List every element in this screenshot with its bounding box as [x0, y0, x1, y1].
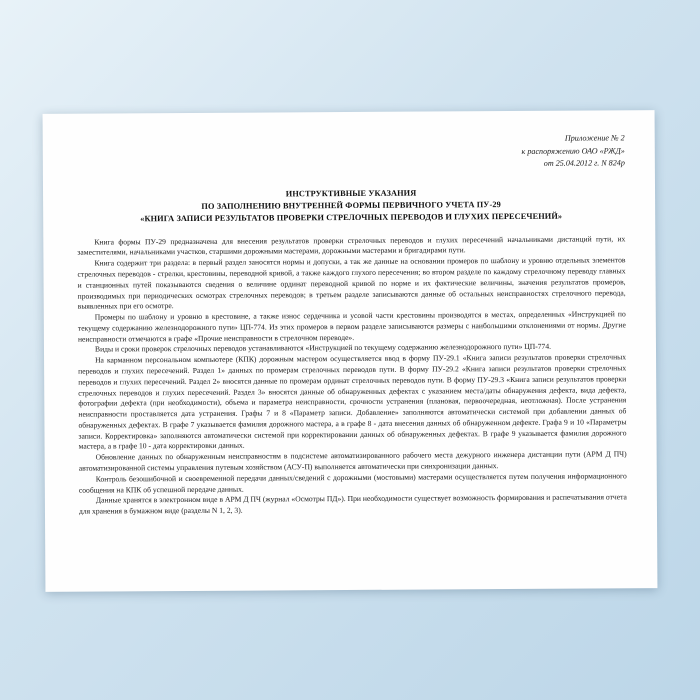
- paragraph-2: Книга содержит три раздела: в первый раздел заносятся нормы и допуски, а так же данные на основании промеров по шаблону и уровню отдельных элементов стрелочных переводов - стрелки, крестовины, переводной кривой, а также каждого глухого пересечения; во втором разделе по каждому стрелочному переводу главных и станционных путей показываются сведения о величине ординат переводной кривой по норме и их фактические величины, значения результатов промеров, производимых при периодических осмотрах стрелочных переводов; в третьем разделе записываются данные об остальных неисправностях стрелочного перевода, выявленных при его осмотре.: [77, 255, 626, 311]
- page-content: [77, 132, 628, 581]
- appendix-line-3: от 25.04.2012 г. N 824р: [543, 158, 625, 168]
- appendix-block: [77, 132, 625, 173]
- paragraph-3: Промеры по шаблону и уровню в крестовине, а также износ сердечника и усовой части крестовины производятся в местах, определенных «Инструкцией по текущему содержанию железнодорожного пути» ЦП-774. Из этих промеров в первом разделе записываются размеры с наибольшими отклонениями от нормы. Другие неисправности отмечаются в графе «Прочие неисправности в стрелочном переводе».: [77, 309, 626, 344]
- appendix-line-1: Приложение № 2: [564, 133, 625, 143]
- page-title: [77, 186, 625, 225]
- paragraph-5: На карманном персональном компьютере (КПК) дорожным мастером осуществляется ввод в форму ПУ-29.1 «Книга записи результатов проверки стрелочных переводов и глухих пересечений. Раздел 1» данных по промерам стрелочных переводов пути. В форму ПУ-29.2 «Книга записи результатов проверки стрелочных переводов и глухих пересечений. Раздел 2» вносятся данные по промерам ординат стрелочных переводов пути. В форму ПУ-29.3 «Книга записи результатов проверки стрелочных переводов и глухих пересечений. Раздел 3» вносятся данные об обнаруженных дефектах с указанием места/даты обнаружения дефекта, вида дефекта, фотографии дефекта (при необходимости), объема и параметра неисправности, срочности устранения (плановая, первоочередная, неотложная). После устранения неисправности проставляется дата устранения. Графы 7 и 8 «Параметр записи. Добавление» заполняются автоматически системой при добавлении данных об обнаруженных дефектах. В графе 7 указывается фамилия дорожного мастера, а в графе 8 - дата внесения данных об обнаруженном дефекте. Графа 9 и 10 «Параметры записи. Корректировка» заполняются автоматически системой при корректировании данных об обнаруженных дефектах. В графе 9 указывается фамилия дорожного мастера, а в графе 10 - дата корректировки данных.: [78, 352, 627, 452]
- paragraph-6: Обновление данных по обнаруженным неисправностям в подсистеме автоматизированного рабочего места дежурного инженера дистанции пути (АРМ Д ПЧ) автоматизированной системы управления путевым хозяйством (АСУ-П) выполняется автоматически при синхронизации данных.: [78, 449, 627, 473]
- paragraph-7: Контроль безошибочной и своевременной передачи данных/сведений с дорожными (мостовыми) мастерами осуществляется путем получения информационного сообщения на КПК об успешной передаче данных.: [78, 471, 627, 495]
- document-body: [77, 234, 627, 518]
- appendix-line-2: к распоряжению ОАО «РЖД»: [521, 145, 625, 156]
- paragraph-8: Данные хранятся в электронном виде в АРМ Д ПЧ (журнал «Осмотры ПД»). При необходимости существует возможность формирования и распечатывания отчета для хранения в бумажном виде (разделы N 1, 2, 3).: [78, 492, 627, 516]
- title-line-2: ПО ЗАПОЛНЕНИЮ ВНУТРЕННЕЙ ФОРМЫ ПЕРВИЧНОГО УЧЕТА ПУ-29: [201, 199, 501, 211]
- paragraph-1: Книга формы ПУ-29 предназначена для внесения результатов проверки стрелочных переводов и глухих пересечений начальниками дистанций пути, их заместителями, начальниками участков, старшими дорожными мастерами, дорожными мастерами и бригадирами пути.: [77, 233, 626, 258]
- document-page: [43, 110, 658, 592]
- title-line-3: «КНИГА ЗАПИСИ РЕЗУЛЬТАТОВ ПРОВЕРКИ СТРЕЛОЧНЫХ ПЕРЕВОДОВ И ГЛУХИХ ПЕРЕСЕЧЕНИЙ»: [140, 211, 563, 223]
- title-line-1: ИНСТРУКТИВНЫЕ УКАЗАНИЯ: [285, 188, 417, 198]
- paragraph-4: Виды и сроки проверок стрелочных переводов устанавливаются «Инструкцией по текущему содержанию железнодорожного пути» ЦП-774.: [94, 342, 552, 355]
